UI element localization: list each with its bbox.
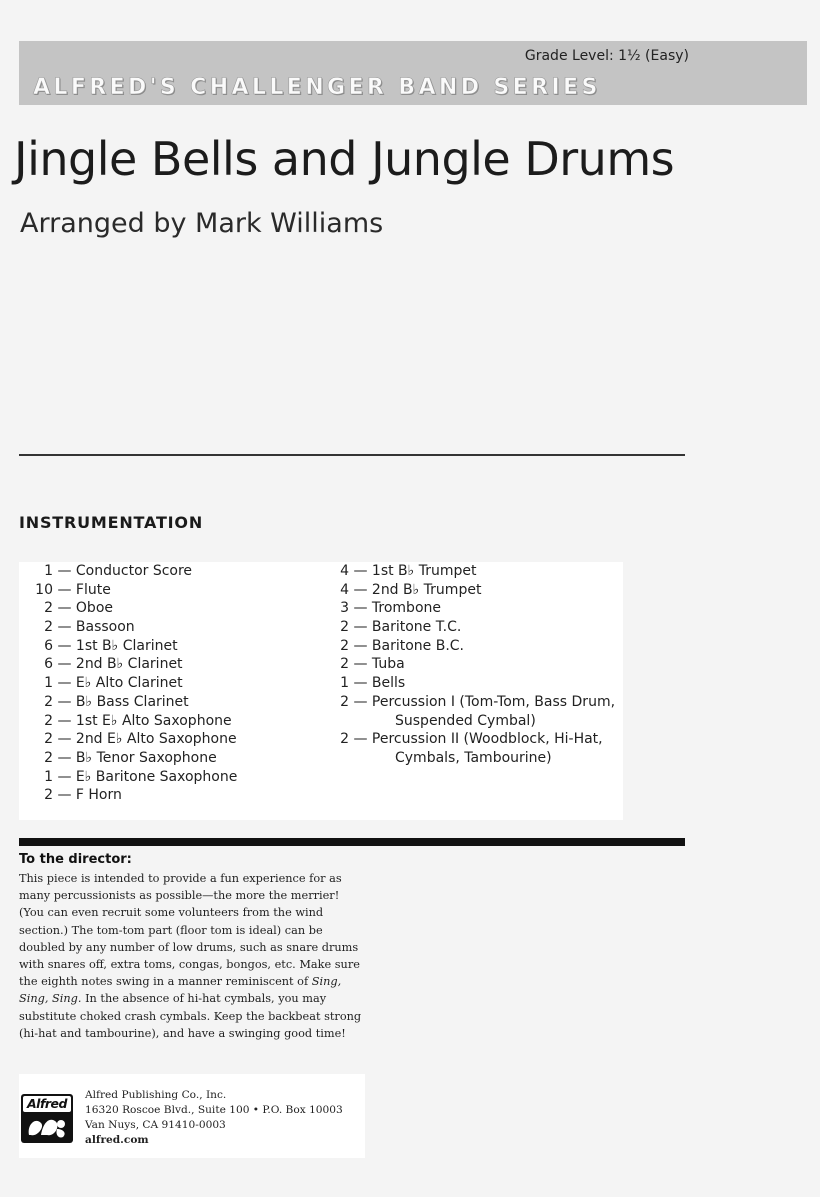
instrument-item: 2 — Oboe bbox=[23, 599, 237, 618]
instrument-count: 4 bbox=[340, 563, 349, 579]
divider-thin bbox=[19, 454, 685, 456]
instrument-name: 2nd E♭ Alto Saxophone bbox=[75, 731, 237, 748]
instrument-name: 1st B♭ Clarinet bbox=[75, 637, 178, 654]
instrument-item: 6 — 1st B♭ Clarinet bbox=[23, 637, 237, 656]
director-notes bbox=[19, 870, 364, 1042]
instrument-item: 2 — 2nd E♭ Alto Saxophone bbox=[23, 730, 237, 749]
instrument-item: 1 — E♭ Alto Clarinet bbox=[23, 674, 237, 693]
instrument-name: 2nd B♭ Clarinet bbox=[75, 656, 183, 673]
instrumentation-list-right bbox=[339, 562, 615, 768]
instrument-count: 2 bbox=[44, 749, 53, 766]
instrument-count: 1 bbox=[44, 768, 53, 785]
director-notes-part-1: This piece is intended to provide a fun experience for as many percussionists as possible—the more the merrier! (You can even recruit some volunteers from the wind section.) The tom-tom part (floor tom is ideal) can be doubled by any number of low drums, such as snare drums with snares off, extra toms, congas, bongos, etc. Make sure the eighth notes swing in a manner reminiscent of bbox=[19, 872, 360, 989]
instrument-count: 2 bbox=[340, 693, 349, 710]
instrument-item: 2 — B♭ Bass Clarinet bbox=[23, 693, 237, 712]
divider-thick bbox=[19, 838, 685, 846]
instrument-item: 1 — Conductor Score bbox=[23, 562, 237, 581]
instrument-count: 2 bbox=[340, 619, 349, 636]
instrument-count: 1 bbox=[44, 675, 53, 692]
instrument-count: 2 bbox=[44, 787, 53, 804]
instrument-name: B♭ Tenor Saxophone bbox=[75, 749, 217, 766]
instrument-count: 6 bbox=[44, 637, 53, 654]
instrument-name: 2nd B♭ Trumpet bbox=[371, 581, 482, 598]
instrument-item: 4 — 1st B♭ Trumpet bbox=[340, 563, 477, 579]
instrument-count: 2 bbox=[44, 619, 53, 636]
instrument-name: B♭ Bass Clarinet bbox=[75, 693, 189, 710]
instrument-item: 2 — 1st E♭ Alto Saxophone bbox=[23, 712, 237, 731]
instrument-name: E♭ Baritone Saxophone bbox=[75, 768, 238, 785]
publisher-website: alfred.com bbox=[85, 1134, 149, 1146]
instrument-count: 2 bbox=[44, 731, 53, 748]
instrument-item: 6 — 2nd B♭ Clarinet bbox=[23, 655, 237, 674]
arranger-credit: Arranged by Mark Williams bbox=[20, 208, 384, 239]
instrument-name: Percussion I (Tom-Tom, Bass Drum, bbox=[371, 693, 616, 710]
instrument-item: 2 — Tuba bbox=[340, 656, 405, 673]
instrument-name: Trombone bbox=[371, 600, 441, 617]
piece-title: Jingle Bells and Jungle Drums bbox=[14, 132, 675, 186]
instrument-count: 1 bbox=[340, 675, 349, 692]
instrument-count: 6 bbox=[44, 656, 53, 673]
instrument-item: 2 — B♭ Tenor Saxophone bbox=[23, 749, 237, 768]
instrument-item: 4 — 2nd B♭ Trumpet bbox=[340, 581, 482, 598]
instrument-count: 3 bbox=[340, 600, 349, 617]
instrument-count: 2 bbox=[340, 637, 349, 654]
instrument-item: 1 — E♭ Baritone Saxophone bbox=[23, 768, 237, 787]
director-notes-part-2: In the absence of hi-hat cymbals, you may substitute choked crash cymbals. Keep the backbeat strong (hi-hat and tambourine), and have a swinging good time! bbox=[19, 992, 362, 1040]
instrument-name: Bells bbox=[371, 675, 406, 692]
instrument-name: Flute bbox=[75, 581, 111, 598]
instrument-name: F Horn bbox=[75, 787, 122, 804]
instrument-name: Baritone B.C. bbox=[371, 637, 465, 654]
instrument-item: 1 — Bells bbox=[340, 675, 406, 692]
instrument-item-continued: Cymbals, Tambourine) bbox=[395, 749, 552, 766]
alfred-logo-mark-icon bbox=[25, 1115, 69, 1139]
director-notes-italic: Sing, Sing, Sing. bbox=[19, 975, 342, 1006]
instrument-item: 2 — Baritone B.C. bbox=[340, 637, 465, 654]
series-banner bbox=[19, 41, 807, 105]
publisher-address-block bbox=[85, 1088, 343, 1148]
instrument-item: 2 — Baritone T.C. bbox=[340, 619, 462, 636]
instrument-count: 2 bbox=[44, 600, 53, 617]
instrument-name: Percussion II (Woodblock, Hi-Hat, bbox=[371, 731, 603, 748]
instrument-name: Tuba bbox=[371, 656, 405, 673]
instrument-item-continued: Suspended Cymbal) bbox=[395, 712, 536, 729]
series-title: ALFRED'S CHALLENGER BAND SERIES bbox=[33, 75, 601, 100]
instrument-item: 2 — Bassoon bbox=[23, 618, 237, 637]
director-heading: To the director: bbox=[19, 852, 132, 867]
instrument-name: 1st E♭ Alto Saxophone bbox=[75, 712, 232, 729]
instrument-name: Bassoon bbox=[75, 619, 135, 636]
instrument-item: 2 — F Horn bbox=[23, 786, 237, 805]
instrumentation-box bbox=[19, 562, 623, 820]
instrument-count: 2 bbox=[44, 712, 53, 729]
instrumentation-heading: INSTRUMENTATION bbox=[19, 513, 204, 532]
instrument-item: 3 — Trombone bbox=[340, 600, 441, 617]
publisher-address: 16320 Roscoe Blvd., Suite 100 • P.O. Box 10003 bbox=[85, 1104, 343, 1116]
instrument-name: Conductor Score bbox=[75, 563, 193, 579]
instrument-count: 2 bbox=[44, 693, 53, 710]
alfred-logo bbox=[21, 1094, 73, 1143]
instrumentation-list-left bbox=[23, 562, 237, 805]
publisher-city: Van Nuys, CA 91410-0003 bbox=[85, 1119, 226, 1131]
instrument-item: 2 — Percussion II (Woodblock, Hi-Hat, bbox=[340, 731, 603, 748]
instrument-count: 1 bbox=[44, 563, 53, 579]
instrument-count: 2 bbox=[340, 731, 349, 748]
instrument-count: 10 bbox=[35, 581, 53, 598]
instrument-item: 10 — Flute bbox=[23, 581, 237, 600]
publisher-name: Alfred Publishing Co., Inc. bbox=[85, 1089, 227, 1101]
instrument-name: Oboe bbox=[75, 600, 113, 617]
instrument-item: 2 — Percussion I (Tom-Tom, Bass Drum, bbox=[340, 693, 616, 710]
publisher-info bbox=[19, 1074, 365, 1158]
instrument-count: 4 bbox=[340, 581, 349, 598]
grade-level: Grade Level: 1½ (Easy) bbox=[524, 48, 689, 64]
instrument-name: 1st B♭ Trumpet bbox=[371, 563, 477, 579]
instrument-name: E♭ Alto Clarinet bbox=[75, 675, 183, 692]
instrument-count: 2 bbox=[340, 656, 349, 673]
alfred-logo-wordmark: Alfred bbox=[23, 1096, 71, 1112]
instrument-name: Baritone T.C. bbox=[371, 619, 462, 636]
